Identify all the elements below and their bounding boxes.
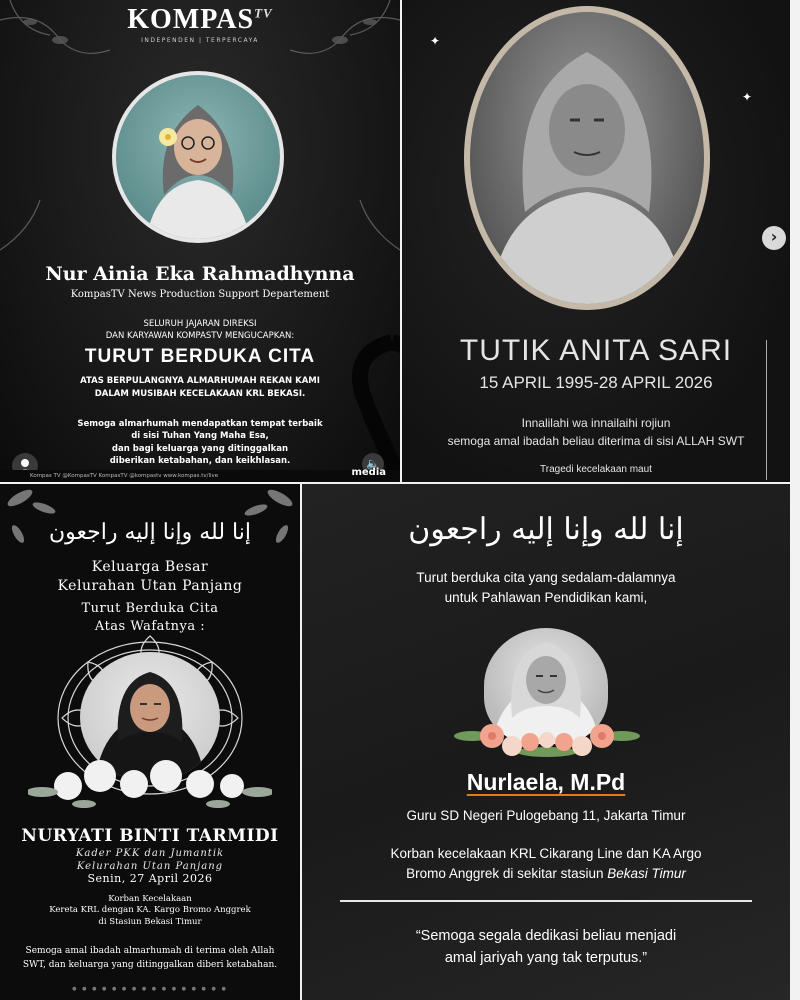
condolence-heading: Turut Berduka Cita Atas Wafatnya :: [81, 601, 219, 635]
deceased-name: Nur Ainia Eka Rahmadhynna: [45, 263, 355, 285]
condolence-prayer: Semoga almarhumah mendapatkan tempat terbaik di sisi Tuhan Yang Maha Esa, dan bagi keluarga yang ditinggalkan diberikan ketabahan, dan keikhlasan.: [77, 419, 323, 466]
divider: [340, 900, 752, 902]
condolence-body: ATAS BERPULANGNYA ALMARHUMAH REKAN KAMI DALAM MUSIBAH KECELAKAAN KRL BEKASI.: [80, 376, 320, 399]
kompastv-tagline: INDEPENDEN | TERPERCAYA: [141, 37, 259, 44]
deceased-role: Kader PKK dan Jumantik Kelurahan Utan Panjang: [75, 848, 225, 872]
deceased-role: Guru SD Negeri Pulogebang 11, Jakarta Timur: [406, 808, 686, 823]
deceased-name: NURYATI BINTI TARMIDI: [21, 826, 279, 846]
partner-logo: media: [351, 467, 386, 478]
divider: [766, 340, 767, 480]
next-arrow-button[interactable]: ›: [762, 226, 786, 250]
sparkle-icon: ✦: [430, 34, 441, 48]
family-heading: Keluarga Besar Kelurahan Utan Panjang: [57, 559, 243, 594]
condolence-heading: Turut berduka cita yang sedalam-dalamnya untuk Pahlawan Pendidikan kami,: [416, 570, 676, 605]
white-flower-garland: [28, 746, 272, 816]
deceased-name: TUTIK ANITA SARI: [459, 334, 733, 367]
deceased-portrait: [112, 71, 284, 243]
carousel-dots[interactable]: ● ● ● ● ● ● ● ● ● ● ● ● ● ● ● ●: [72, 986, 228, 992]
condolence-headline: TURUT BERDUKA CITA: [84, 346, 316, 367]
kompastv-logo: $KOMPAS^{TV}$: [127, 4, 273, 35]
deceased-portrait: [464, 6, 710, 310]
pink-flower-arrangement: [452, 706, 642, 766]
condolence-prayer: Semoga amal ibadah almarhumah di terima oleh Allah SWT, dan keluarga yang ditinggalkan diberi ketabahan.: [22, 946, 278, 970]
volume-icon[interactable]: 🔈: [362, 453, 384, 475]
kompastv-social-footer: Kompas TV @KompasTV KompasTV @kompastv www.kompas.tv/live: [0, 470, 400, 482]
arabic-calligraphy: إنا لله وإنا إليه راجعون: [408, 512, 684, 547]
nurlaela-condolence-post: [302, 484, 790, 1000]
accident-description: Korban Kecelakaan Kereta KRL dengan KA. Kargo Bromo Anggrek di Stasiun Bekasi Timur: [49, 894, 251, 927]
deceased-role: KompasTV News Production Support Departement: [70, 289, 330, 300]
life-dates: 15 APRIL 1995-28 APRIL 2026: [479, 373, 713, 392]
kompastv-condolence-post: [0, 0, 400, 482]
date-of-death: Senin, 27 April 2026: [87, 872, 213, 885]
sparkle-icon: ✦: [742, 90, 753, 104]
arabic-calligraphy: إنا لله وإنا إليه راجعون: [49, 520, 251, 545]
tragedy-caption: Tragedi kecelakaan maut: [540, 464, 652, 475]
accident-description: Korban kecelakaan KRL Cikarang Line dan KA Argo Bromo Anggrek di sekitar stasiun Bekasi Timur: [390, 846, 702, 881]
kelurahan-condolence-post: [0, 484, 300, 1000]
memorial-quote: “Semoga segala dedikasi beliau menjadi amal jariyah yang tak terputus.”: [415, 928, 677, 966]
condolence-prayer: Innalilahi wa innailaihi rojiun semoga amal ibadah beliau diterima di sisi ALLAH SWT: [447, 416, 745, 448]
deceased-name: Nurlaela, M.Pd: [466, 769, 626, 795]
condolence-intro: SELURUH JAJARAN DIREKSI DAN KARYAWAN KOMPASTV MENGUCAPKAN:: [105, 319, 295, 342]
tutik-condolence-post: [402, 0, 790, 482]
